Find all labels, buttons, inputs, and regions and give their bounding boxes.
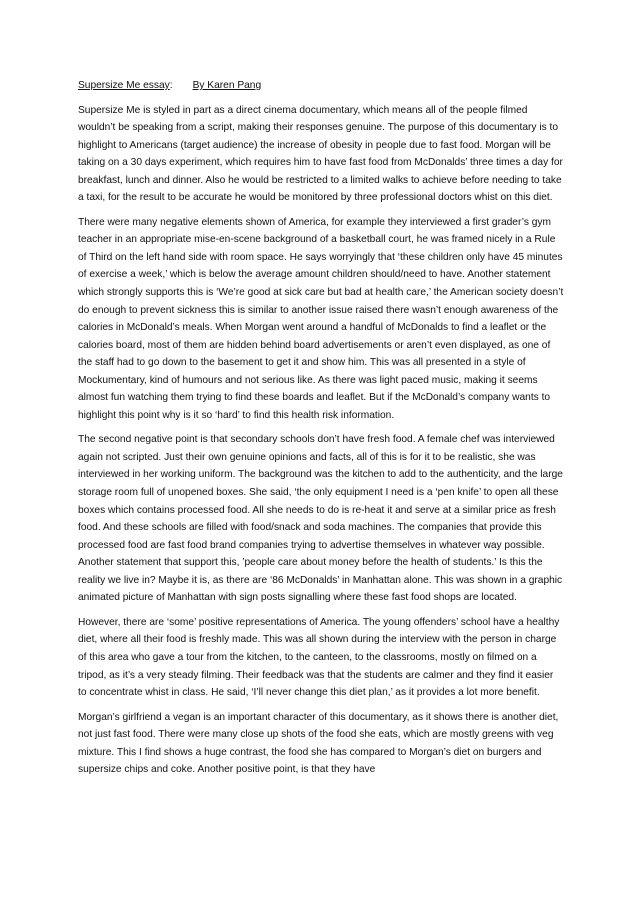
essay-author: By Karen Pang <box>192 80 262 91</box>
document-heading <box>78 77 564 95</box>
paragraph-3: The second negative point is that secondary schools don’t have fresh food. A female chef was interviewed again not scripted. Just their own genuine opinions and facts, all of this is for it to be realistic, she was interviewed in her working uniform. The background was the kitchen to add to the authenticity, and the large storage room full of unopened boxes. She said, ‘the only equipment I need is a ‘pen knife’ to open all these boxes which contains processed food. All she needs to do is re-heat it and serve at a similar price as fresh food. And these schools are filled with food/snack and soda machines. The companies that provide this processed food are fast food brand companies trying to advertise themselves in whatever way possible. Another statement that support this, ’people care about money before the health of students.’ Is this the reality we live in? Maybe it is, as there are ‘86 McDonalds’ in Manhattan alone. This was shown in a graphic animated picture of Manhattan with sign posts signalling where these fast food shops are located. <box>78 434 563 604</box>
paragraph-2: There were many negative elements shown of America, for example they interviewed a first grader’s gym teacher in an appropriate mise-en-scene background of a basketball court, he was framed nicely in a Rule of Third on the left hand side with room space. He says worryingly that ‘these children only have 45 minutes of exercise a week,’ which is below the average amount children should/need to have. Another statement which strongly supports this is ‘We’re good at sick care but bad at health care,’ the American society doesn’t do enough to prevent sickness this is similar to another issue raised there wasn’t enough awareness of the calories in McDonald’s meals. When Morgan went around a handful of McDonalds to find a leaflet or the calories board, most of them are hidden behind board advertisements or aren’t even displayed, as one of the staff had to go down to the basement to get it and show him. This was all presented in a style of Mockumentary, kind of humours and not serious like. As there was light paced music, making it seems almost fun watching them trying to find these boards and leaflet. But if the McDonald’s company wants to highlight this point why is it so ‘hard’ to find this health risk information. <box>78 216 564 421</box>
paragraph-1: Supersize Me is styled in part as a direct cinema documentary, which means all of the people filmed wouldn’t be speaking from a script, making their responses genuine. The purpose of this documentary is to highlight to Americans (target audience) the increase of obesity in people due to fast food. Morgan will be taking on a 30 days experiment, which requires him to have fast food from McDonalds’ three times a day for breakfast, lunch and dinner. Also he would be restricted to a limited walks to achieve before needing to take a taxi, for the result to be accurate he would be monitored by three professional doctors whist on this diet. <box>78 104 563 204</box>
paragraph-5: Morgan’s girlfriend a vegan is an important character of this documentary, as it shows there is another diet, not just fast food. There were many close up shots of the food she eats, which are mostly greens with veg mixture. This I find shows a huge contrast, the food she has compared to Morgan’s diet on burgers and supersize chips and coke. Another positive point, is that they have <box>78 711 559 776</box>
document-body <box>78 77 564 786</box>
paragraph-4: However, there are ‘some’ positive representations of America. The young offenders’ school have a healthy diet, where all their food is freshly made. This was all shown during the interview with the person in charge of this area who gave a tour from the kitchen, to the canteen, to the classrooms, mostly on filmed on a tripod, as it’s a very steady filming. Their feedback was that the students are calmer and they find it easier to concentrate whist in class. He said, ‘I’ll never change this diet plan,’ as it provides a lot more benefit. <box>78 616 560 699</box>
title-colon: : <box>169 80 173 91</box>
essay-title: Supersize Me essay <box>78 80 170 91</box>
